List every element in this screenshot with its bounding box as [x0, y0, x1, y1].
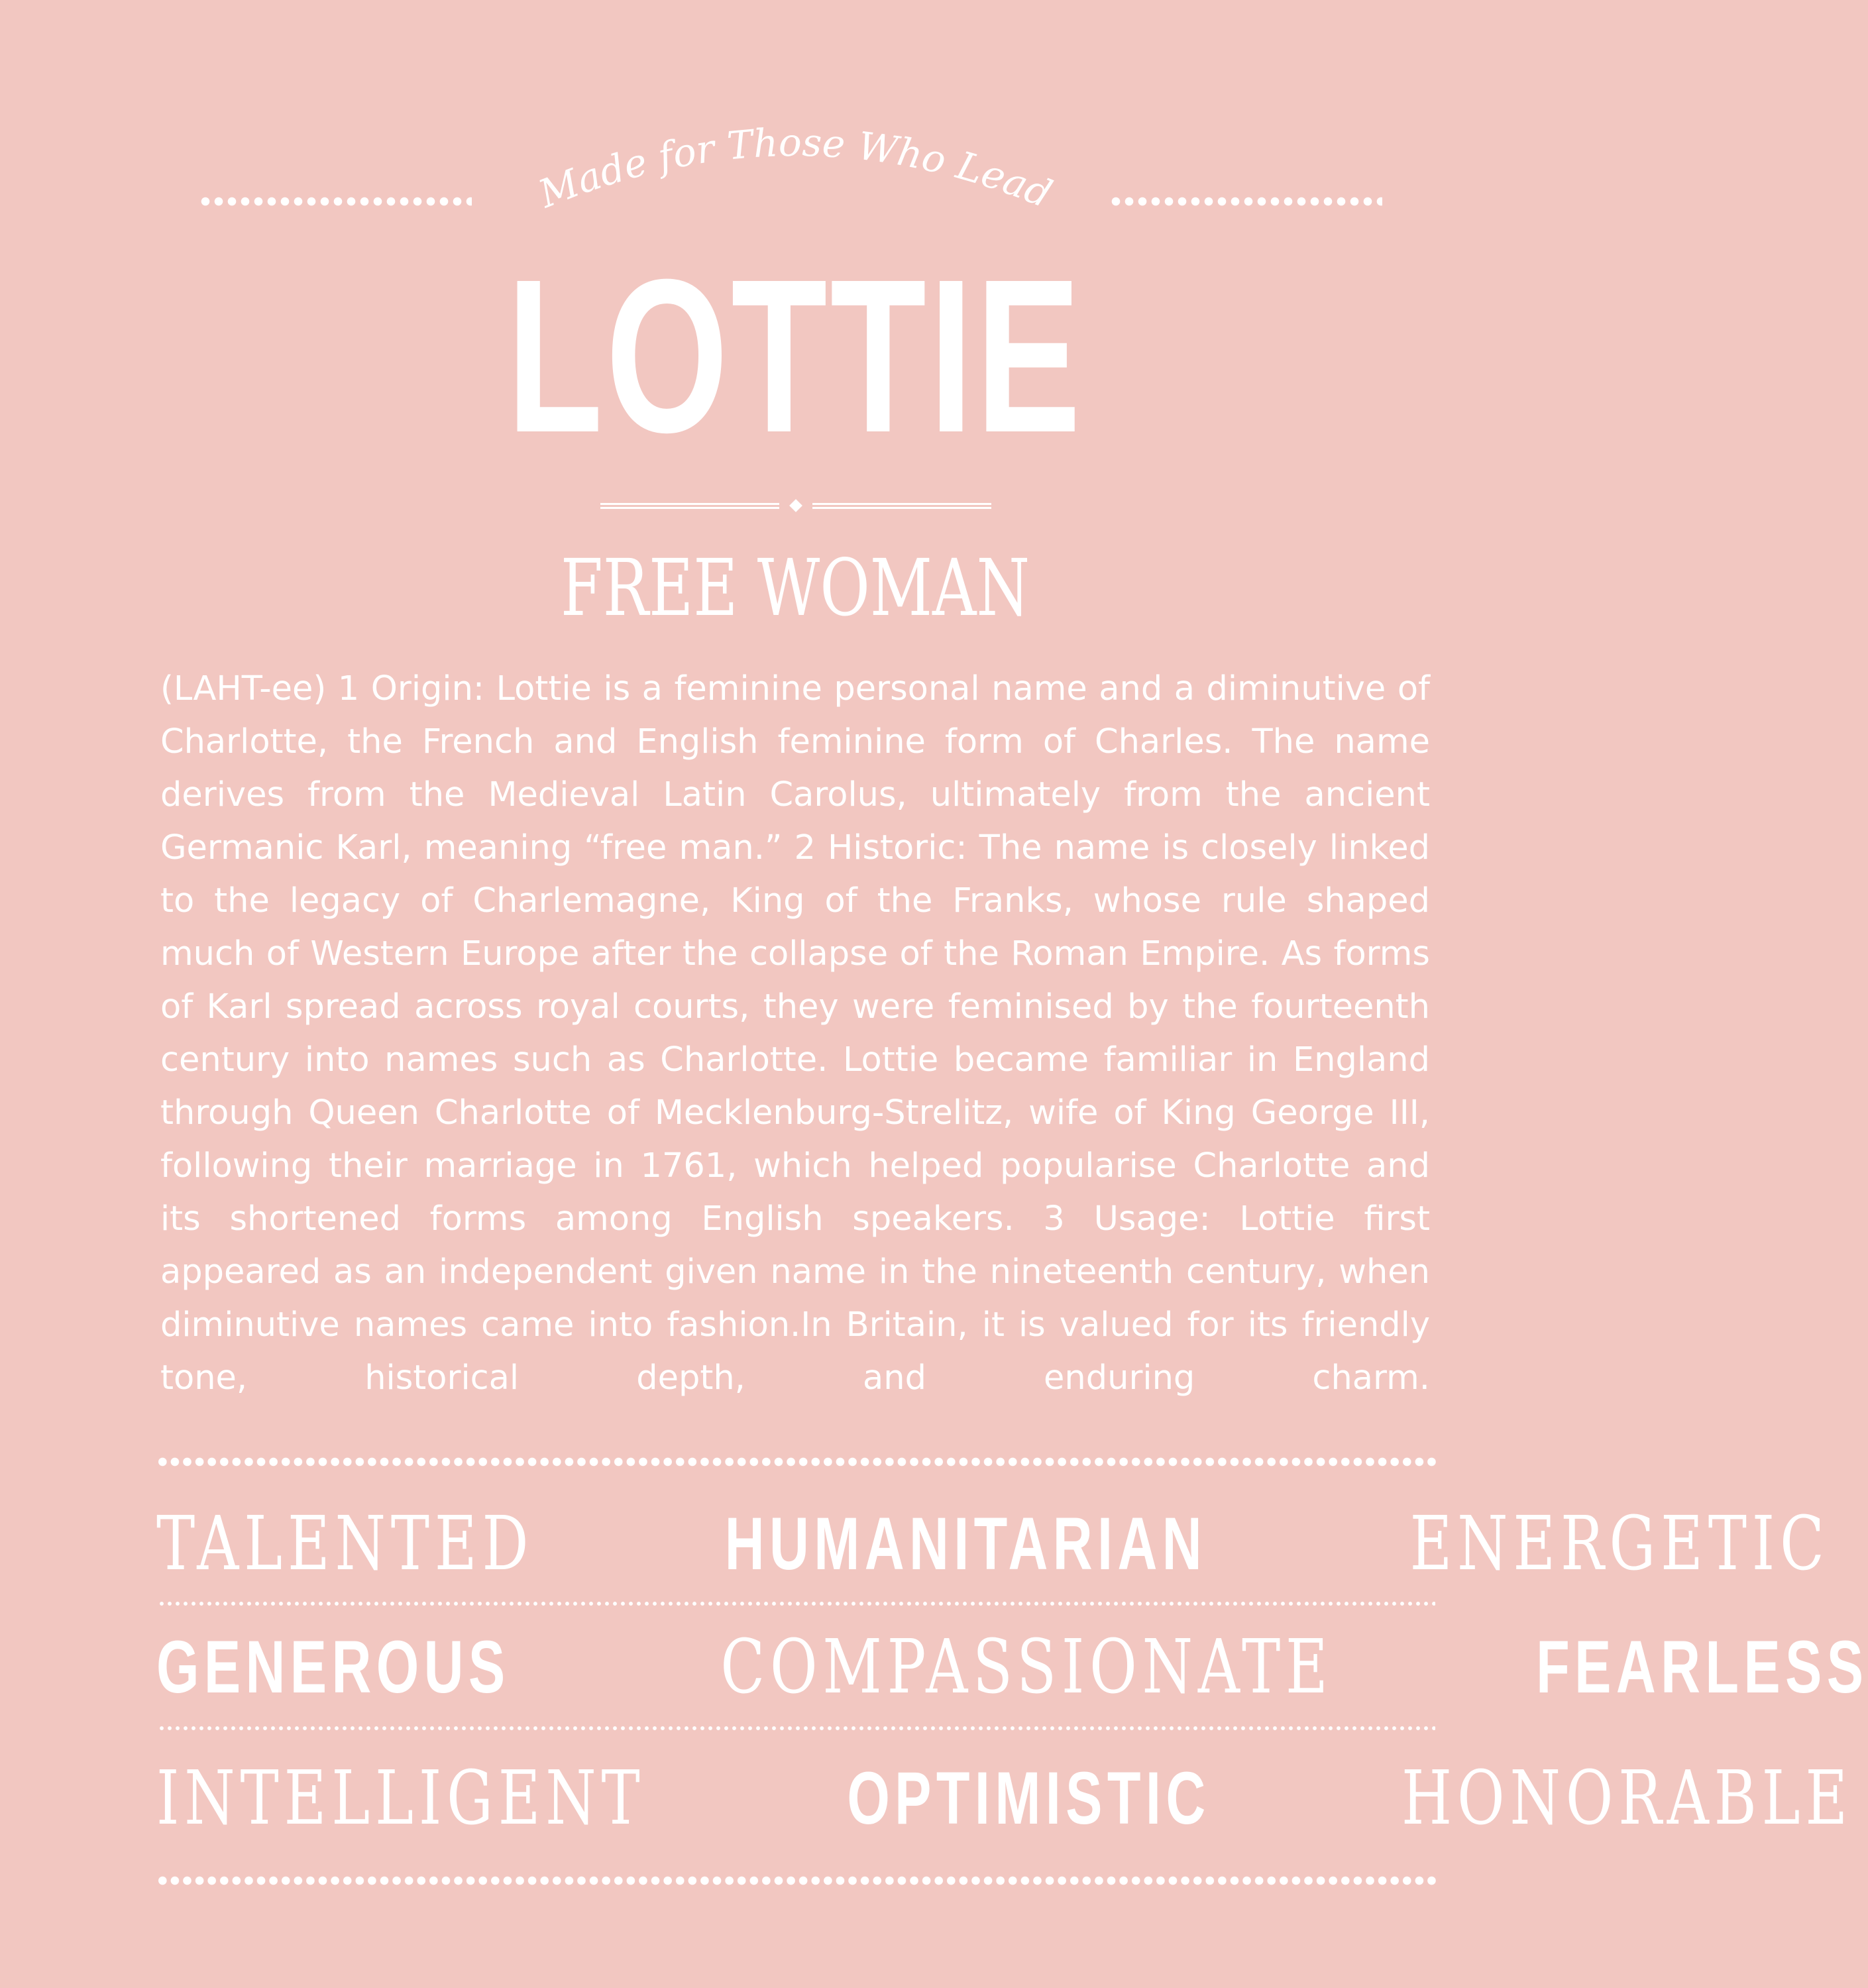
traits-dots-bottom: [156, 1875, 1437, 1886]
svg-text:Made for Those Who Lead: [532, 120, 1058, 217]
trait-word: INTELLIGENT: [156, 1755, 645, 1842]
tagline-dots-left: [199, 196, 472, 207]
name-meaning: FREE WOMAN: [560, 542, 1030, 634]
divider-line-left: [600, 503, 779, 509]
name-title: LOTTIE: [506, 233, 1084, 478]
trait-word: FEARLESS: [1536, 1626, 1868, 1708]
trait-word: TALENTED: [156, 1501, 534, 1587]
name-description: (LAHT-ee) 1 Origin: Lottie is a feminine personal name and a diminutive of Charlotte, the French and English feminine form of Charles. The name derives from the Medieval Latin Carolus, ultimately from the ancient Germanic Karl, meaning “free man.” 2 Historic: The name is closely linked to the legacy of Charlemagne, King of the Franks, whose rule shaped much of Western Europe after the collapse of the Roman Empire. As forms of Karl spread across royal courts, they were feminised by the fourteenth century into names such as Charlotte. Lottie became familiar in England through Queen Charlotte of Mecklenburg-Strelitz, wife of King George III, following their marriage in 1761, which helped popularise Charlotte and its shortened forms among English speakers. 3 Usage: Lottie first appeared as an independent given name in the nineteenth century, when diminutive names came into fashion.In Britain, it is valued for its friendly tone, historical depth, and enduring charm.: [160, 669, 1430, 1398]
trait-word: GENEROUS: [156, 1626, 510, 1708]
divider-line-right: [812, 503, 991, 509]
trait-word: HONORABLE: [1401, 1755, 1853, 1842]
trait-word: COMPASSIONATE: [720, 1624, 1333, 1710]
tagline-dots-right: [1109, 196, 1382, 207]
title-divider: [600, 498, 991, 516]
trait-row-1: [156, 1501, 1830, 1587]
trait-row-3: [156, 1755, 1853, 1842]
trait-word: ENERGETIC: [1409, 1501, 1830, 1587]
trait-word: HUMANITARIAN: [724, 1502, 1207, 1585]
tagline: [517, 113, 1073, 219]
tagline-text: Made for Those Who Lead: [532, 119, 1058, 217]
diamond-icon: [789, 499, 802, 512]
traits-dots-separator-1: [158, 1601, 1435, 1606]
traits-dots-separator-2: [158, 1726, 1435, 1731]
trait-word: OPTIMISTIC: [846, 1757, 1211, 1840]
traits-dots-top: [156, 1457, 1437, 1467]
trait-row-2: [156, 1624, 1868, 1710]
